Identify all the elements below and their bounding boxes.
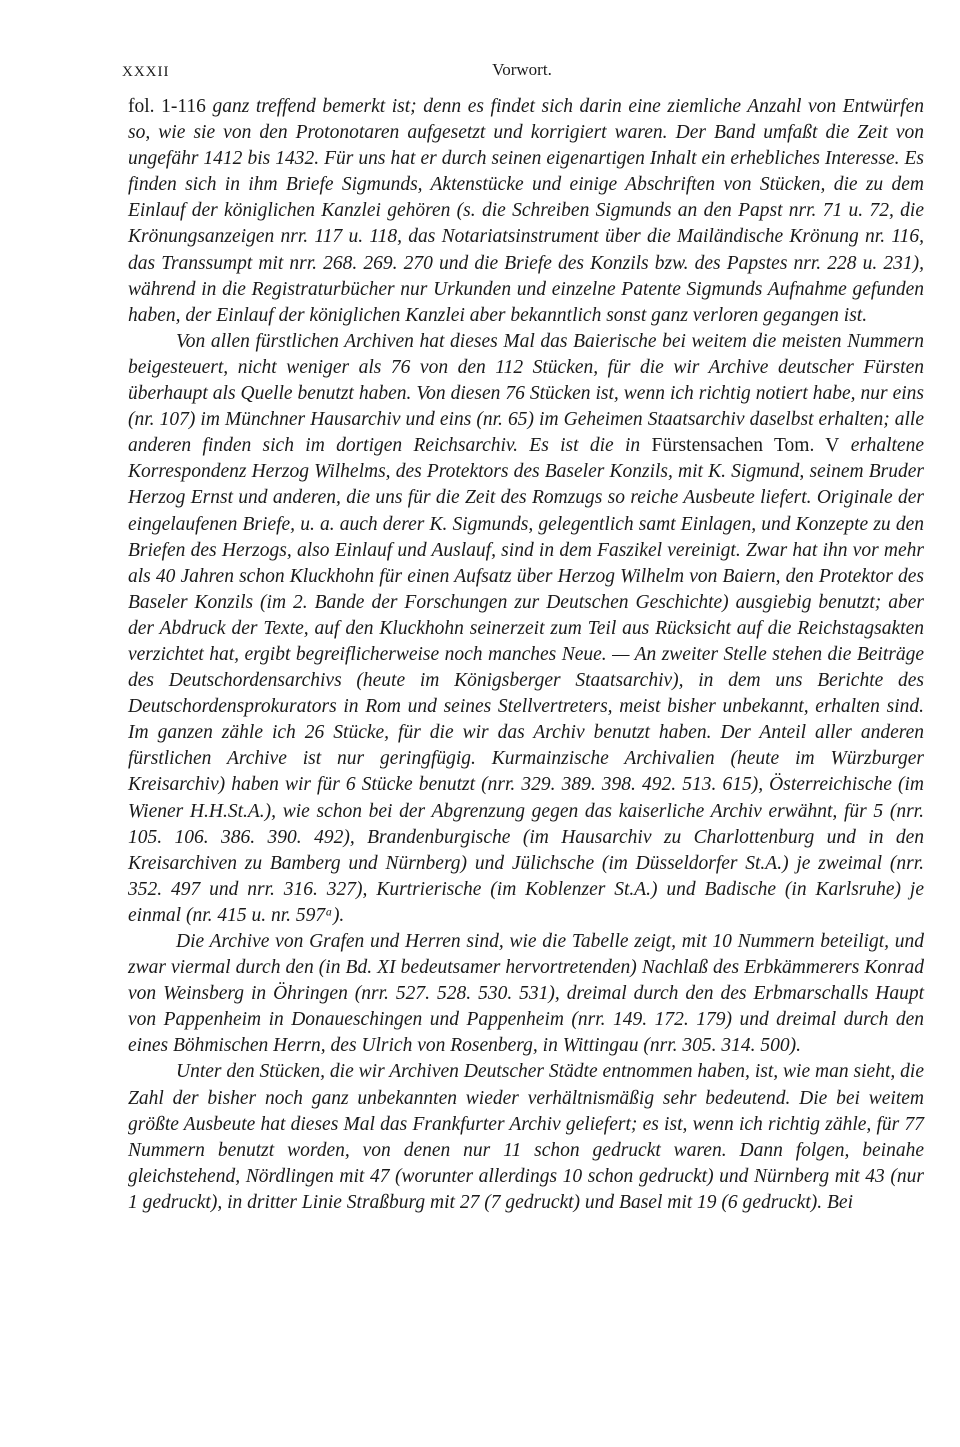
folio-reference: fol. 1-116	[128, 96, 206, 117]
archive-reference: Fürstensachen Tom. V	[651, 435, 840, 457]
body-text	[128, 94, 924, 1216]
paragraph-2	[128, 329, 924, 929]
paragraph-2-text-before: Von allen fürstlichen Archiven hat dieses Mal das Baierische bei weitem die meisten Nummern beigesteuert, nicht weniger als 76 von den 112 Stücken, für die wir Archive deutscher Fürsten überhaupt als Quelle benutzt haben. Von diesen 76 Stücken ist, wenn ich richtig notiert habe, nur eins (nr. 107) im Münchner Hausarchiv und eins (nr. 65) im Geheimen Staatsarchiv daselbst erhalten; alle anderen finden sich im dortigen Reichsarchiv. Es ist die in	[128, 330, 924, 457]
paragraph-3: Die Archive von Grafen und Herren sind, wie die Tabelle zeigt, mit 10 Nummern beteiligt, und zwar viermal durch den (in Bd. XI bedeutsamer hervortretenden) Nachlaß des Erbkämmerers Konrad von Weinsberg in Öhringen (nrr. 527. 528. 530. 531), dreimal durch den des Erbmarschalls Haupt von Pappenheim in Donaueschingen und Pappenheim (nrr. 149. 172. 179) und dreimal durch den eines Böhmischen Herrn, des Ulrich von Rosenberg, in Wittingau (nrr. 305. 314. 500).	[128, 931, 924, 1057]
page-number: XXXII	[122, 64, 170, 80]
paragraph-1	[128, 94, 924, 329]
running-title: Vorwort.	[492, 60, 552, 79]
paragraph-2-text-after: erhaltene Korrespondenz Herzog Wilhelms, des Protektors des Baseler Konzils, mit K. Sigmund, seinem Bruder Herzog Ernst und anderen, die uns für die Zeit des Romzugs so reiche Ausbeute liefert. Originale der eingelaufenen Briefe, u. a. auch derer K. Sigmunds, gelegentlich samt Einlagen, und Konzepte zu den Briefen des Herzogs, also Einlauf und Auslauf, sind in dem Faszikel vereinigt. Zwar hat ihn vor mehr als 40 Jahren schon Kluckhohn für einen Aufsatz über Herzog Wilhelm von Baiern, den Protektor des Baseler Konzils (im 2. Bande der Forschungen zur Deutschen Geschichte) ausgiebig benutzt; aber der Abdruck der Texte, auf den Kluckhohn seinerzeit zum Teil aus Rücksicht auf die Reichstagsakten verzichtet hat, ergibt begreiflicherweise noch manches Neue. — An zweiter Stelle stehen die Beiträge des Deutschordensarchivs (heute im Königsberger Staatsarchiv), in dem uns Berichte des Deutschordensprokurators in Rom und seines Stellvertreters, meist bisher unbekannt, erhalten sind. Im ganzen zähle ich 26 Stücke, für die wir das Archiv benutzt haben. Der Anteil aller anderen fürstlichen Archive ist nur geringfügig. Kurmainzische Archivalien (heute im Würzburger Kreisarchiv) haben wir für 6 Stücke benutzt (nrr. 329. 389. 398. 492. 513. 615), Österreichische (im Wiener H.H.St.A.), wie schon bei der Abgrenzung gegen das kaiserliche Archiv erwähnt, für 5 (nrr. 105. 106. 386. 390. 492), Brandenburgische (im Hausarchiv zu Charlottenburg und in den Kreisarchiven zu Bamberg und Nürnberg) und Jülichsche (im Düsseldorfer St.A.) je zweimal (nrr. 352. 497 und nrr. 316. 327), Kurtrierische (im Koblenzer St.A.) und Badische (in Karlsruhe) je einmal (nr. 415 u. nr. 597ᵃ).	[128, 435, 924, 926]
page-header	[122, 60, 922, 90]
paragraph-1-text: ganz treffend bemerkt ist; denn es findet sich darin eine ziemliche Anzahl von Entwürfen so, wie sie von den Protonotaren aufgesetzt und korrigiert waren. Der Band umfaßt die Zeit von ungefähr 1412 bis 1432. Für uns hat er durch seinen eigenartigen Inhalt ein erhebliches Interesse. Es finden sich in ihm Briefe Sigmunds, Aktenstücke und einige Abschriften von Stücken, die zu dem Einlauf der königlichen Kanzlei gehören (s. die Schreiben Sigmunds an den Papst nrr. 71 u. 72, die Krönungsanzeigen nrr. 117 u. 118, das Notariatsinstrument über die Mailändische Krönung nr. 116, das Transsumpt mit nrr. 268. 269. 270 und die Briefe des Konzils bzw. des Papstes nrr. 228 u. 231), während in die Registraturbücher nur Urkunden und einzelne Patente Sigmunds Aufnahme gefunden haben, der Einlauf der königlichen Kanzlei aber bekanntlich sonst ganz verloren gegangen ist.	[128, 96, 924, 326]
paragraph-4: Unter den Stücken, die wir Archiven Deutscher Städte entnommen haben, ist, wie man sieht, die Zahl der bisher noch ganz unbekannten wieder verhältnismäßig sehr bedeutend. Die bei weitem größte Ausbeute hat dieses Mal das Frankfurter Archiv geliefert; es ist, wenn ich richtig zähle, für 77 Nummern benutzt worden, von denen nur 11 schon gedruckt waren. Dann folgen, beinahe gleichstehend, Nördlingen mit 47 (worunter allerdings 10 schon gedruckt) und Nürnberg mit 43 (nur 1 gedruckt), in dritter Linie Straßburg mit 27 (7 gedruckt) und Basel mit 19 (6 gedruckt). Bei	[128, 1061, 924, 1213]
